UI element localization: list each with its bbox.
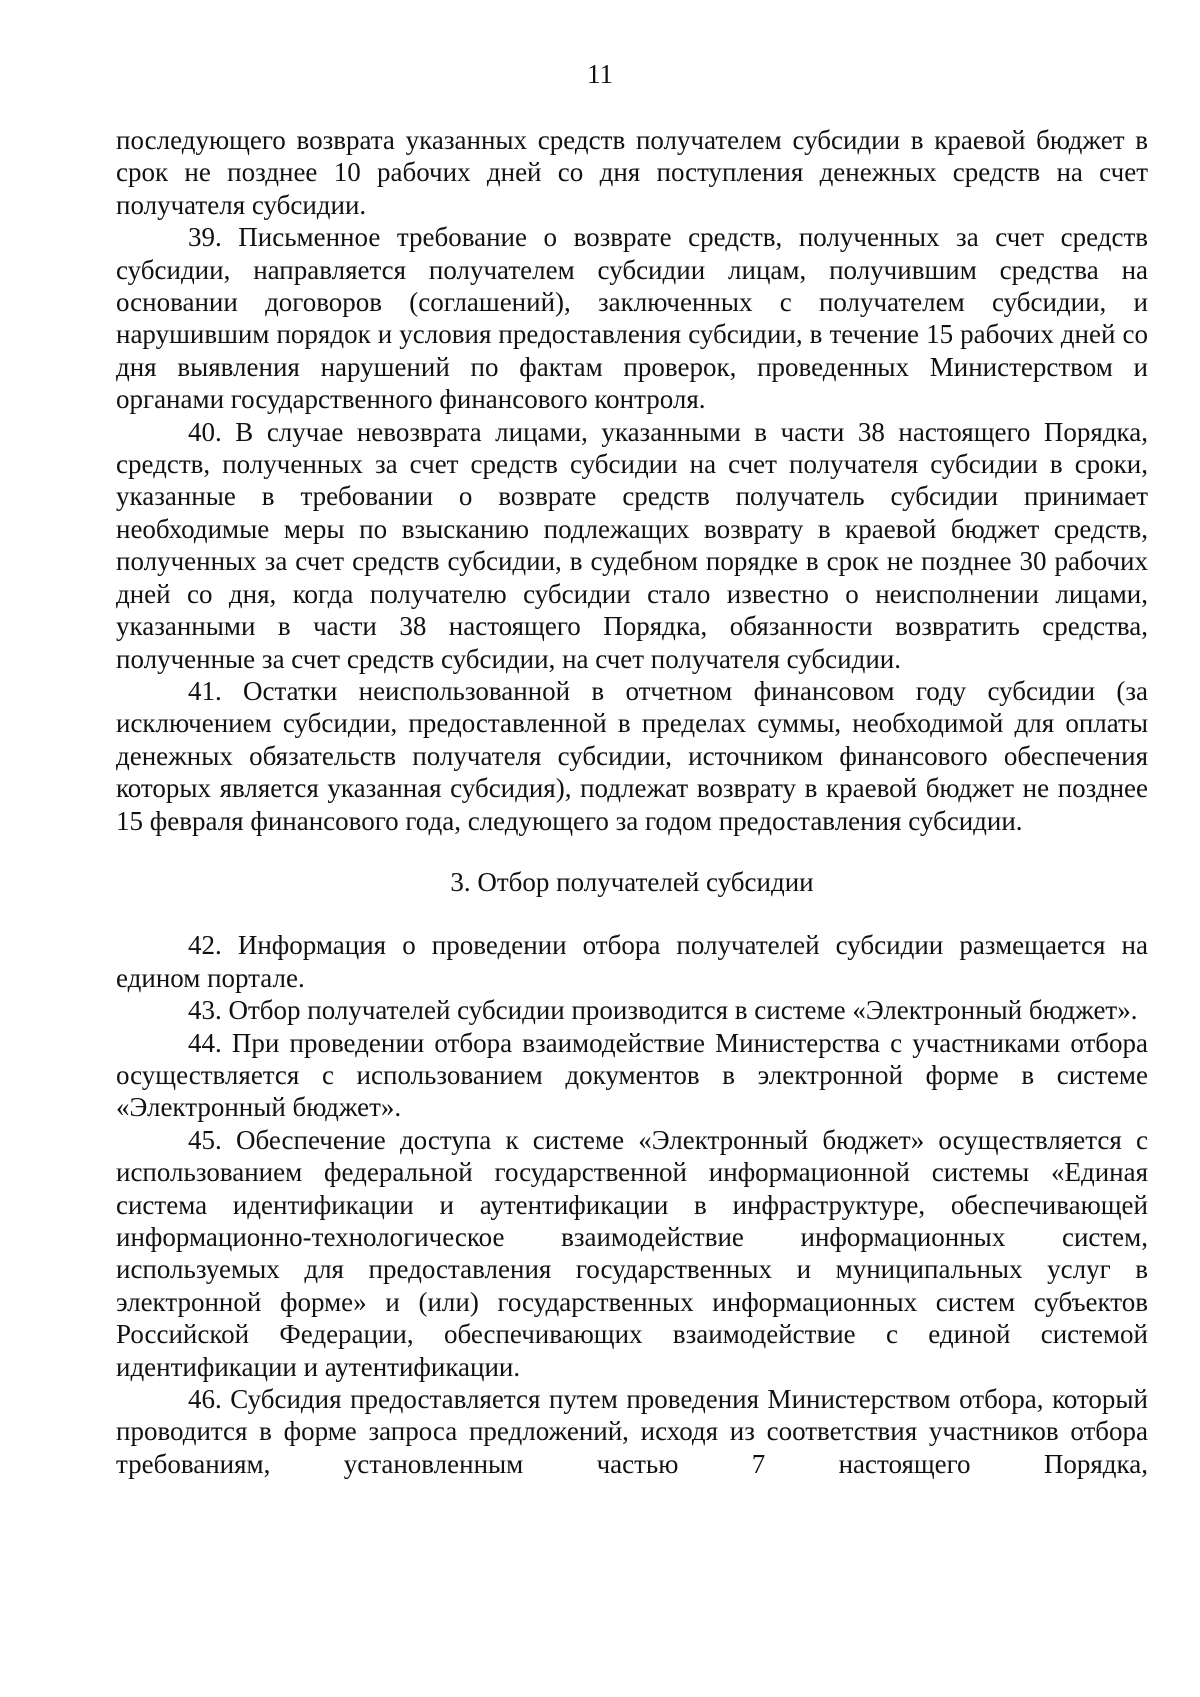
paragraph-42: 42. Информация о проведении отбора получателей субсидии размещается на едином портале.	[116, 930, 1148, 993]
document-body	[116, 124, 1148, 1480]
paragraph-41: 41. Остатки неиспользованной в отчетном финансовом году субсидии (за исключением субсидии, предоставленной в пределах суммы, необходимой для оплаты денежных обязательств получателя субсидии, источником финансового обеспечения которых является указанная субсидия), подлежат возврату в краевой бюджет не позднее 15 февраля финансового года, следующего за годом предоставления субсидии.	[116, 675, 1148, 836]
page-number: 11	[587, 59, 613, 89]
section-title: 3. Отбор получателей субсидии	[450, 866, 814, 897]
paragraph-46: 46. Субсидия предоставляется путем проведения Министерством отбора, который проводится в форме запроса предложений, исходя из соответствия участников отбора требованиям, установленным частью 7 настоящего Порядка,	[116, 1384, 1148, 1479]
paragraph-40: 40. В случае невозврата лицами, указанными в части 38 настоящего Порядка, средств, полученных за счет средств субсидии на счет получателя субсидии в сроки, указанные в требовании о возврате средств получатель субсидии принимает необходимые меры по взысканию подлежащих возврату в краевой бюджет средств, полученных за счет средств субсидии, в судебном порядке в срок не позднее 30 рабочих дней со дня, когда получателю субсидии стало известно о неисполнении лицами, указанными в части 38 настоящего Порядка, обязанности возвратить средства, полученные за счет средств субсидии, на счет получателя субсидии.	[116, 416, 1148, 674]
paragraph-44: 44. При проведении отбора взаимодействие Министерства с участниками отбора осуществляется с использованием документов в электронной форме в системе «Электронный бюджет».	[116, 1027, 1148, 1123]
paragraph-45: 45. Обеспечение доступа к системе «Электронный бюджет» осуществляется с использованием федеральной государственной информационной системы «Единая система идентификации и аутентификации в инфраструктуре, обеспечивающей информационно-технологическое взаимодействие информационных систем, используемых для предоставления государственных и муниципальных услуг в электронной форме» и (или) государственных информационных систем субъектов Российской Федерации, обеспечивающих взаимодействие с единой системой идентификации и аутентификации.	[116, 1124, 1148, 1382]
paragraph-43: 43. Отбор получателей субсидии производится в системе «Электронный бюджет».	[188, 995, 1138, 1026]
paragraph-39: 39. Письменное требование о возврате средств, полученных за счет средств субсидии, направляется получателем субсидии лицам, получившим средства на основании договоров (соглашений), заключенных с получателем субсидии, и нарушившим порядок и условия предоставления субсидии, в течение 15 рабочих дней со дня выявления нарушений по фактам проверок, проведенных Министерством и органами государственного финансового контроля.	[116, 222, 1148, 415]
paragraph-continuation: последующего возврата указанных средств получателем субсидии в краевой бюджет в срок не позднее 10 рабочих дней со дня поступления денежных средств на счет получателя субсидии.	[116, 125, 1148, 220]
